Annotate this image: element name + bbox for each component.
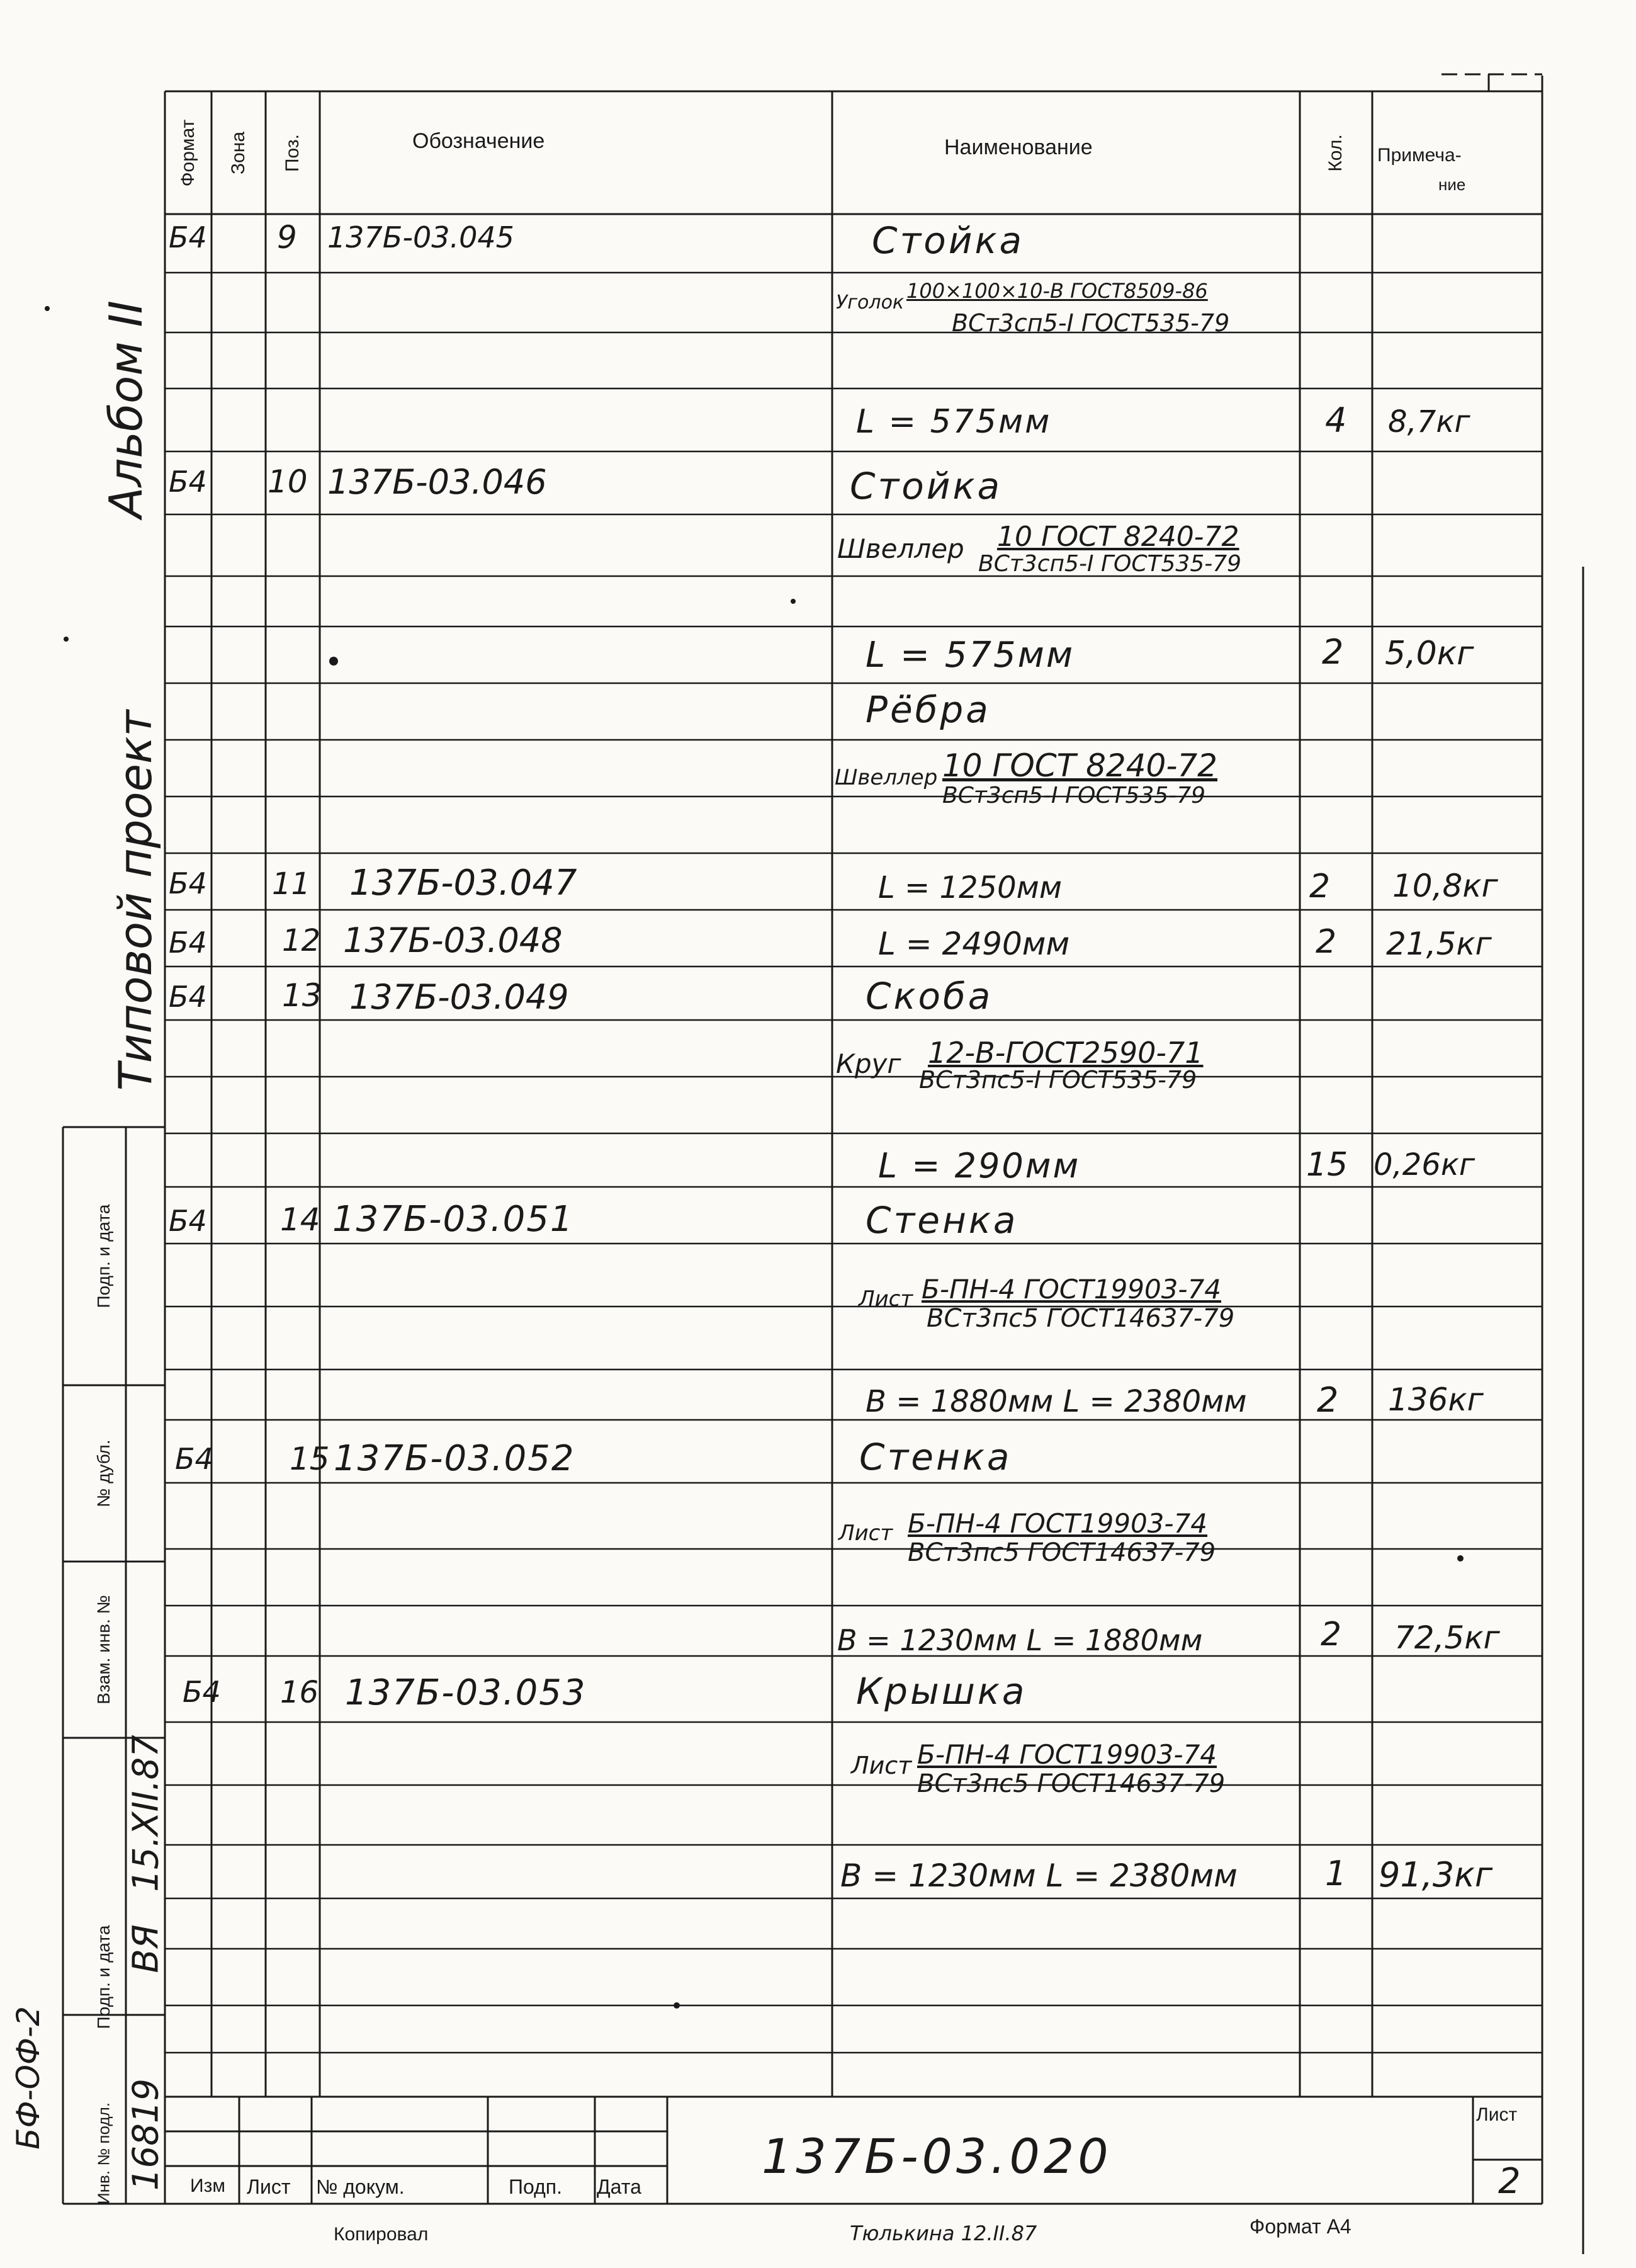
- field-duplicate-no: № дубл.: [94, 1439, 113, 1507]
- row-qty: 2: [1317, 1380, 1339, 1420]
- row-qty: 1: [1325, 1854, 1347, 1893]
- format-label: Формат А4: [1250, 2215, 1351, 2238]
- material-steel: ВСт3пс5 ГОСТ14637-79: [927, 1304, 1235, 1333]
- material-steel: ВСт3пс5 ГОСТ14637-79: [908, 1538, 1216, 1567]
- sheet-number: 2: [1498, 2161, 1521, 2202]
- row-format: Б4: [169, 465, 207, 499]
- material-profile: Б-ПН-4 ГОСТ19903-74: [917, 1739, 1217, 1770]
- sheet-label: Лист: [1476, 2104, 1518, 2125]
- header-designation: Обозначение: [412, 129, 545, 153]
- row-name: Рёбра: [866, 688, 991, 731]
- row-note: 91,3кг: [1379, 1855, 1493, 1895]
- row-name: Стойка: [850, 465, 1003, 507]
- header-qty: Кол.: [1325, 134, 1346, 172]
- row-qty: 2: [1309, 868, 1331, 905]
- row-name: В = 1230мм L = 2380мм: [840, 1857, 1238, 1894]
- material-prefix: Лист: [851, 1752, 912, 1779]
- header-note-line1: Примеча-: [1377, 145, 1462, 166]
- row-pos: 12: [282, 923, 321, 958]
- material-spec: [832, 1036, 1298, 1099]
- row-designation: 137Б-03.049: [349, 977, 569, 1017]
- row-pos: 11: [272, 866, 311, 902]
- material-prefix: Лист: [859, 1286, 913, 1312]
- row-note: 10,8кг: [1392, 868, 1498, 904]
- row-name: Стенка: [859, 1436, 1012, 1478]
- row-pos: 16: [280, 1675, 319, 1710]
- row-name: L = 575мм: [856, 403, 1052, 441]
- material-prefix: Круг: [836, 1048, 901, 1079]
- row-note: 8,7кг: [1388, 404, 1470, 439]
- col-date: Дата: [597, 2175, 641, 2198]
- row-format: Б4: [183, 1675, 221, 1709]
- doc-number: 137Б-03.020: [762, 2128, 1112, 2184]
- row-format: Б4: [169, 980, 207, 1014]
- col-signature: Подп.: [509, 2175, 562, 2198]
- material-profile: 100×100×10-В ГОСТ8509-86: [906, 279, 1208, 303]
- row-pos: 15: [290, 1441, 330, 1477]
- material-spec: [832, 747, 1298, 815]
- row-name: L = 575мм: [866, 635, 1075, 676]
- row-name: В = 1230мм L = 1880мм: [837, 1623, 1203, 1657]
- row-name: L = 290мм: [878, 1146, 1081, 1186]
- row-note: 21,5кг: [1386, 926, 1492, 962]
- album-label: Альбом II: [99, 300, 152, 518]
- row-note: 136кг: [1388, 1381, 1484, 1418]
- row-format: Б4: [169, 926, 207, 960]
- material-steel: ВСт3пс5-I ГОСТ535-79: [919, 1066, 1197, 1094]
- row-name: Стенка: [866, 1199, 1018, 1242]
- material-spec: [832, 1739, 1298, 1802]
- row-qty: 2: [1316, 923, 1337, 961]
- row-designation: 137Б-03.047: [349, 863, 577, 904]
- header-pos: Поз.: [282, 134, 303, 172]
- material-prefix: Лист: [838, 1521, 893, 1546]
- header-format: Формат: [178, 119, 198, 187]
- field-original-inv-no: Инв. № подл.: [94, 2102, 113, 2204]
- row-format: Б4: [175, 1442, 213, 1476]
- sign-initials: ВЯ: [125, 1924, 167, 1973]
- row-designation: 137Б-03.053: [345, 1672, 587, 1713]
- material-profile: 10 ГОСТ 8240-72: [942, 747, 1217, 784]
- row-qty: 2: [1322, 632, 1344, 672]
- material-spec: [832, 279, 1298, 342]
- row-format: Б4: [169, 866, 207, 900]
- material-spec: [832, 1508, 1298, 1571]
- header-zone: Зона: [228, 131, 249, 175]
- row-name: В = 1880мм L = 2380мм: [866, 1384, 1247, 1419]
- field-replaced-inv-no: Взам. инв. №: [94, 1595, 113, 1704]
- copier-signature: Тюлькина 12.II.87: [850, 2221, 1037, 2245]
- field-sign-date-2: Подп. и дата: [94, 1925, 113, 2029]
- row-note: 72,5кг: [1394, 1619, 1500, 1656]
- row-note: 5,0кг: [1385, 635, 1474, 672]
- material-steel: ВСт3пс5 ГОСТ14637-79: [917, 1769, 1226, 1798]
- project-label: Типовой проект: [109, 710, 162, 1091]
- row-designation: 137Б-03.045: [327, 220, 514, 254]
- row-qty: 4: [1325, 400, 1347, 440]
- sign-date-value: 15.XII.87: [125, 1735, 167, 1892]
- row-note: 0,26кг: [1374, 1147, 1475, 1182]
- col-izm: Изм: [190, 2175, 225, 2196]
- inventory-number: 16819: [125, 2078, 167, 2191]
- material-profile: Б-ПН-4 ГОСТ19903-74: [922, 1274, 1222, 1305]
- row-format: Б4: [169, 220, 207, 254]
- row-pos: 13: [282, 977, 322, 1014]
- material-prefix: Уголок: [836, 292, 905, 314]
- row-qty: 15: [1306, 1146, 1348, 1184]
- col-doc-no: № докум.: [316, 2175, 405, 2198]
- material-profile: Б-ПН-4 ГОСТ19903-74: [908, 1508, 1208, 1539]
- col-list: Лист: [247, 2175, 291, 2198]
- row-pos: 10: [268, 463, 308, 500]
- row-designation: 137Б-03.048: [343, 921, 563, 960]
- field-sign-date-1: Подп. и дата: [94, 1204, 113, 1308]
- material-steel: ВСт3сп5-I ГОСТ535-79: [942, 783, 1206, 808]
- material-steel: ВСт3сп5-I ГОСТ535-79: [952, 309, 1230, 337]
- material-profile: 12-В-ГОСТ2590-71: [928, 1036, 1204, 1070]
- row-name: Крышка: [856, 1670, 1027, 1713]
- material-prefix: Швеллер: [835, 765, 938, 790]
- row-name: Стойка: [872, 219, 1025, 262]
- doc-code: БФ-ОФ-2: [10, 2006, 47, 2150]
- material-profile: 10 ГОСТ 8240-72: [997, 521, 1239, 553]
- row-designation: 137Б-03.052: [334, 1438, 575, 1479]
- row-format: Б4: [169, 1204, 207, 1238]
- row-qty: 2: [1321, 1616, 1342, 1653]
- header-note-line2: ние: [1438, 175, 1466, 194]
- row-pos: 14: [280, 1201, 320, 1238]
- material-prefix: Швеллер: [837, 533, 964, 564]
- material-spec: [832, 521, 1298, 584]
- material-spec: [832, 1274, 1298, 1337]
- row-designation: 137Б-03.051: [332, 1199, 574, 1240]
- copied-label: Копировал: [334, 2224, 429, 2245]
- row-designation: 137Б-03.046: [327, 462, 547, 502]
- row-name: L = 2490мм: [878, 926, 1070, 962]
- row-name: Скоба: [866, 975, 993, 1018]
- header-name: Наименование: [944, 135, 1093, 159]
- row-name: L = 1250мм: [878, 870, 1063, 905]
- row-pos: 9: [277, 219, 297, 256]
- material-steel: ВСт3сп5-I ГОСТ535-79: [978, 551, 1242, 577]
